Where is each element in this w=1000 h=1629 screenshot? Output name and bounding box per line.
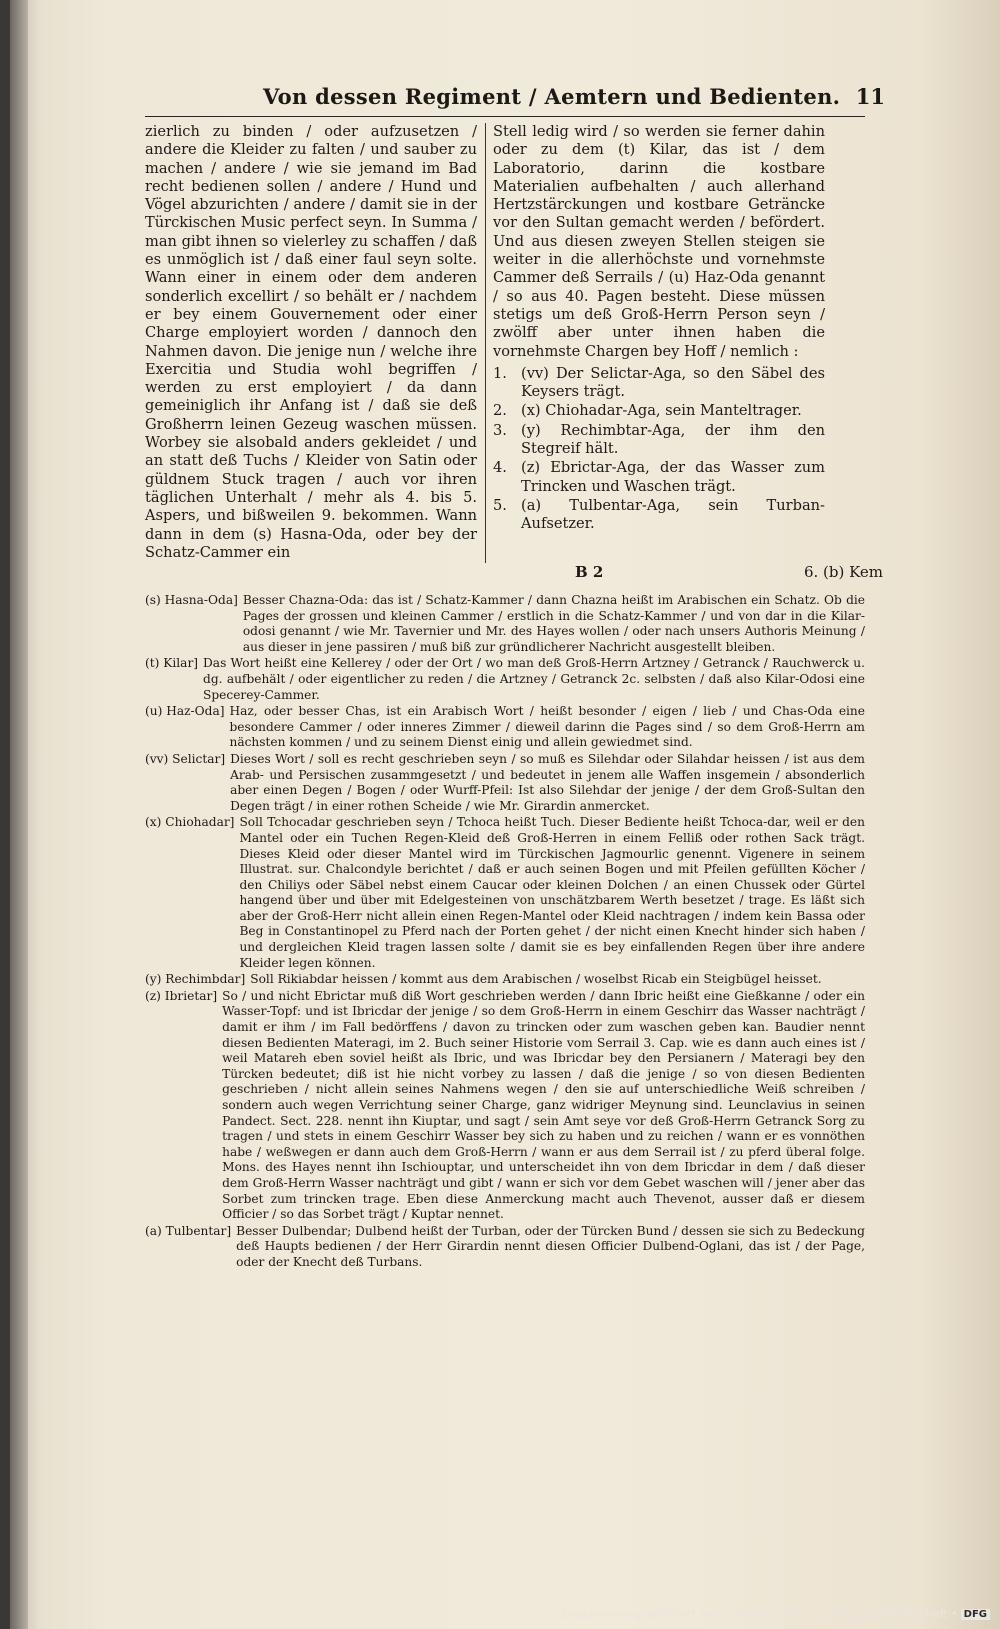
signature-line	[145, 563, 883, 585]
column-divider	[485, 123, 486, 563]
footnote-label: (s) Hasna-Oda]	[145, 593, 238, 607]
two-column-text	[145, 123, 865, 563]
footnote-text: Soll Rikiabdar heissen / kommt aus dem Arabischen / woselbst Ricab ein Steigbügel heisset.	[250, 972, 822, 987]
page-content	[145, 82, 885, 1272]
footnote	[145, 815, 865, 971]
footnote-text: Haz, oder besser Chas, ist ein Arabisch Wort / heißt besonder / eigen / lieb / und Chas-Oda eine besondere Cammer / oder inneres Zimmer / dieweil darinn die Pages sind / so dem Groß-Herrn am nächsten kommen / und zu seinem Dienst einig und allein gewiedmet sind.	[229, 704, 865, 750]
footnotes	[145, 593, 865, 1271]
list-item: 2. (x) Chiohadar-Aga, sein Manteltrager.	[493, 402, 802, 420]
footnote	[145, 656, 865, 703]
footnote-label: (a) Tulbentar]	[145, 1223, 232, 1238]
footnote-text: Besser Dulbendar; Dulbend heißt der Turban, oder der Türcken Bund / dessen sie sich zu Bedeckung deß Haupts bedienen / der Herr Girardin nennt diesen Officier Dulbend-Oglani, das ist / der Page, oder der Knecht deß Turbans.	[236, 1223, 865, 1269]
book-page	[10, 0, 1000, 1629]
footnote-text: Besser Chazna-Oda: das ist / Schatz-Kammer / dann Chazna heißt im Arabischen ein Schatz. Ob die Pages der grossen und kleinen Cammer / erstlich in die Schatz-Kammer / und von dar in die Kilar-odosi genannt / wie Mr. Tavernier und Mr. des Hayes wollen / oder nach unsers Authoris Meinung / aus dieser in jene passiren / muß biß zur gründlicherer Nachricht ausgestellt bleiben.	[242, 593, 865, 654]
catchword: 6. (b) Kem	[803, 563, 883, 581]
footnote-text: Soll Tchocadar geschrieben seyn / Tchoca heißt Tuch. Dieser Bediente heißt Tchoca-dar, weil er den Mantel oder ein Tuchen Regen-Kleid deß Groß-Herren in einem Felliß oder rothen Sack trägt. Dieses Kleid oder dieser Mantel wird im Türckischen Jagmourlic genennt. Vigenere in seinem Illustrat. sur. Chalcondyle berichtet / daß er auch seinen Bogen und mit Pfeilen gefüllten Köcher / den Chiliys oder Säbel nebst einem Caucar oder kleinen Dolchen / an einen Chussek oder Gürtel hangend über und über mit Edelgesteinen von unschätzbarem Werth besetzet / trage. Es läßt sich aber der Groß-Herr nicht allein einen Regen-Mantel oder Kleid nachtragen / indem kein Bassa oder Beg in Constantinopel zu Pferd nach der Porten gehet / der nicht einen Knecht hinder sich haben / und dergleichen Kleid tragen lassen solte / damit sie es bey einfallenden Regen über ihre andere Kleider legen können.	[239, 815, 865, 970]
charges-list	[493, 365, 825, 534]
footnote-text: Dieses Wort / soll es recht geschrieben seyn / so muß es Silehdar oder Silahdar heissen / ist aus dem Arab- und Persischen zusammgesetzt / und bedeutet in jenem alle Waffen insgemein / absonderlich aber einen Degen / Bogen / oder Wurff-Pfeil: Ist also Silehdar der jenige / der dem Groß-Sultan den Degen trägt / in einer rothen Scheide / wie Mr. Girardin anmercket.	[230, 751, 865, 813]
right-column	[493, 123, 825, 535]
footnote	[145, 752, 865, 814]
dfg-logo: DFG	[961, 1609, 990, 1620]
page-number: 11	[855, 84, 885, 109]
footnote	[145, 593, 865, 655]
running-head	[145, 82, 885, 117]
credit-text: Digitalisierung gefördert durch die Deutsche Forschungsgemeinschaft •	[561, 1607, 958, 1620]
left-column	[145, 123, 477, 562]
list-item: 5. (a) Tulbentar-Aga, sein Turban-Aufsetzer.	[493, 496, 825, 533]
list-item: 4. (z) Ebrictar-Aga, der das Wasser zum Trincken und Waschen trägt.	[493, 459, 825, 495]
footnote	[145, 1224, 865, 1271]
list-item: 1. (vv) Der Selictar-Aga, so den Säbel des Keysers trägt.	[493, 364, 825, 401]
digitization-credit	[562, 1607, 990, 1620]
list-item: 3. (y) Rechimbtar-Aga, der ihm den Stegreif hält.	[493, 421, 825, 458]
footnote-label: (x) Chiohadar]	[145, 815, 235, 830]
footnote-text: So / und nicht Ebrictar muß diß Wort geschrieben werden / dann Ibric heißt eine Gießkanne / oder ein Wasser-Topf: und ist Ibricdar der jenige / so dem Groß-Herrn in einem Geschirr das Wasser nachträgt / damit er ihm / im Fall bedörffens / davon zu trincken oder zum waschen geben kan. Baudier nennt diesen Bedienten Materagi, im 2. Buch seiner Historie vom Serrail 3. Cap. wie es dann auch eines ist / weil Matareh eben soviel heißt als Ibric, und was Ibricdar bey den Persianern / Materagi bey den Türcken bedeutet; diß ist hie nicht vorbey zu lassen / daß die jenige / so von diesen Bedienten geschrieben / nicht allein seines Nahmens wegen / den sie auf unterschiedliche Weiß schreiben / sondern auch wegen Verrichtung seiner Charge, ganz widriger Meynung sind. Leunclavius in seinen Pandect. Sect. 228. nennt ihn Kiuptar, und sagt / sein Amt seye vor deß Groß-Herrn Getranck Sorg zu tragen / und stets in einem Geschirr Wasser bey sich zu haben und zu reichen / wann er es vonnöthen habe / weßwegen er dann auch dem Groß-Herrn / wann er aus dem Serrail ist / zu pferd überal folge. Mons. des Hayes nennt ihn Ischiouptar, und unterscheidet ihn von dem Ibricdar in dem / daß dieser dem Groß-Herrn Wasser nachträgt und gibt / wann er sich vor dem Gebet waschen will / jener aber das Sorbet zum trincken trage. Eben diese Anmerckung macht auch Thevenot, ausser daß er diesem Officier / so das Sorbet trägt / Kuptar nennet.	[222, 988, 865, 1222]
footnote-label: (z) Ibrietar]	[145, 988, 218, 1003]
right-column-text: Stell ledig wird / so werden sie ferner dahin oder zu dem (t) Kilar, das ist / dem Laboratorio, darinn die kostbare Materialien aufbehalten / auch allerhand Hertzstärckungen und kostbare Geträncke vor den Sultan gemacht werden / befördert. Und aus diesen zweyen Stellen steigen sie weiter in die allerhöchste und vornehmste Cammer deß Serrails / (u) Haz-Oda genannt / so aus 40. Pagen besteht. Diese müssen stetigs um deß Groß-Herrn Person seyn / zwölff aber unter ihnen haben die vornehmste Chargen bey Hoff / nemlich :	[493, 123, 825, 360]
page-gutter	[10, 0, 28, 1629]
footnote-text: Das Wort heißt eine Kellerey / oder der Ort / wo man deß Groß-Herrn Artzney / Getranck / Rauchwerck u. dg. aufbehält / oder eigentlicher zu reden / die Artzney / Getranck 2c. selbsten / daß also Kilar-Odosi eine Specerey-Cammer.	[203, 656, 865, 702]
running-title: Von dessen Regiment / Aemtern und Bedienten.	[263, 84, 841, 109]
footnote	[145, 704, 865, 751]
footnote-label: (t) Kilar]	[145, 656, 199, 671]
footnote-label: (u) Haz-Oda]	[145, 704, 225, 719]
signature-mark: B 2	[575, 563, 604, 581]
left-column-text: zierlich zu binden / oder aufzusetzen / andere die Kleider zu falten / und sauber zu machen / andere / wie sie jemand im Bad recht bedienen sollen / andere / Hund und Vögel abzurichten / andere / damit sie in der Türckischen Music perfect seyn. In Summa / man gibt ihnen so vielerley zu schaffen / daß es unmöglich ist / daß einer faul seyn solte. Wann einer in einem oder dem anderen sonderlich excellirt / so behält er / nachdem er bey einem Gouvernement oder einer Charge employiert worden / dannoch den Nahmen davon. Die jenige nun / welche ihre Exercitia und Studia wohl begriffen / werden zu erst employiert / da dann gemeiniglich ihr Anfang ist / daß sie deß Großherrn leinen Gezeug waschen müssen. Worbey sie alsobald anders gekleidet / und an statt deß Tuchs / Kleider von Satin oder güldnem Stuck tragen / auch vor ihren täglichen Unterhalt / mehr als 4. bis 5. Aspers, und bißweilen 9. bekommen. Wann dann in dem (s) Hasna-Oda, oder bey der Schatz-Cammer ein	[145, 123, 477, 561]
footnote-label: (y) Rechimbdar]	[145, 972, 246, 987]
footnote-label: (vv) Selictar]	[145, 751, 226, 766]
footnote	[145, 972, 865, 988]
footnote	[145, 989, 865, 1223]
